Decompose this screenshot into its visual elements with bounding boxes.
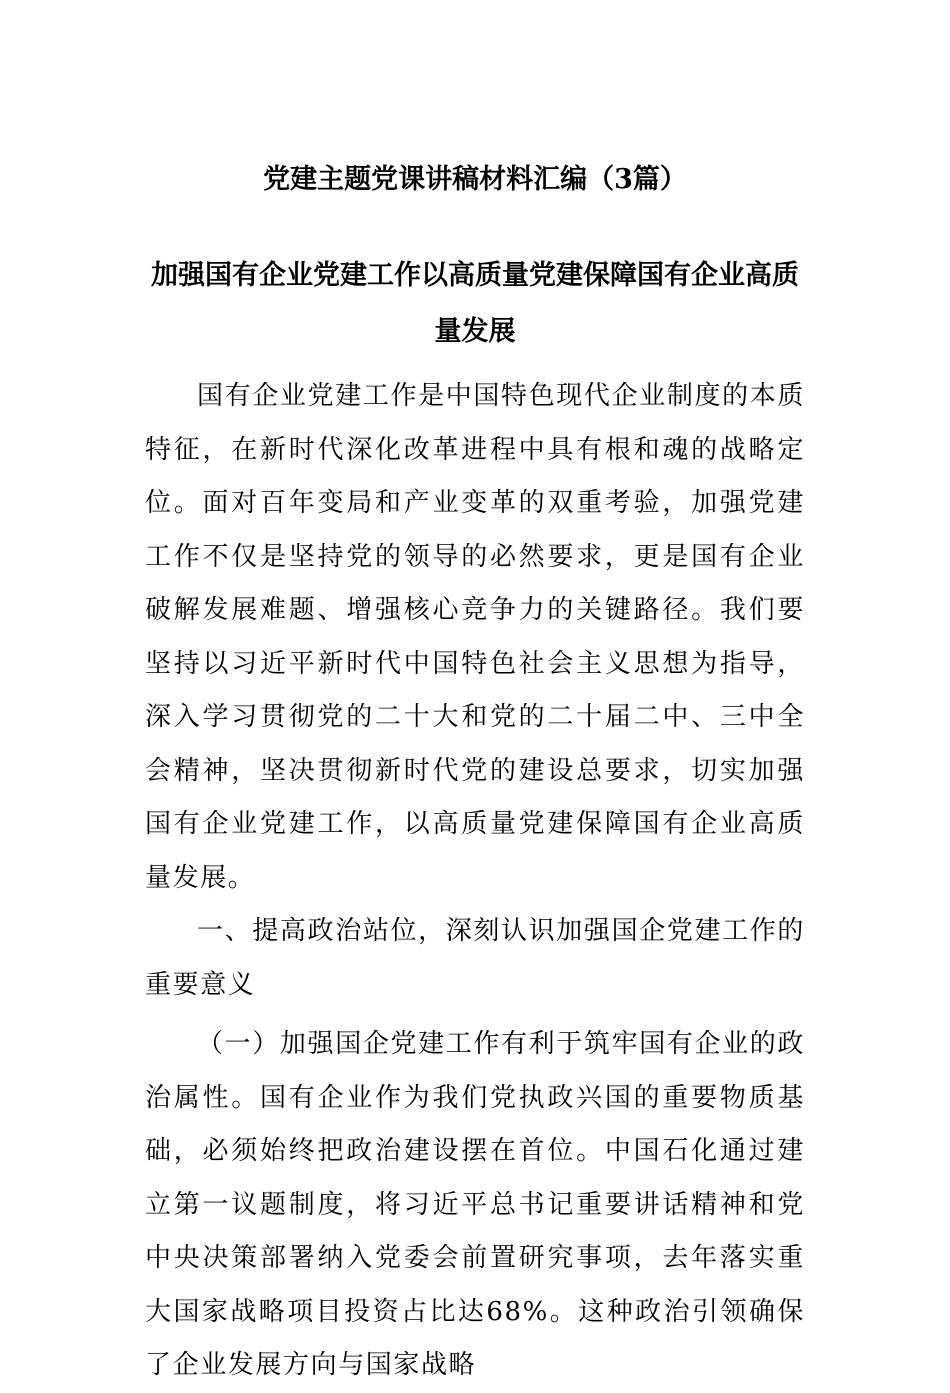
section-heading-1: 一、提高政治站位，深刻认识加强国企党建工作的重要意义 [145,916,805,1000]
document-title: 党建主题党课讲稿材料汇编（3篇） [263,164,687,195]
article-body [145,370,805,1393]
subsection-paragraph-1: （一）加强国企党建工作有利于筑牢国有企业的政治属性。国有企业作为我们党执政兴国的重要物质基础，必须始终把政治建设摆在首位。中国石化通过建立第一议题制度，将习近平总书记重要讲话精神和党中央决策部署纳入党委会前置研究事项，去年落实重大国家战略项目投资占比达68%。这种政治引领确保了企业发展方向与国家战略 [145,1029,805,1380]
intro-paragraph: 国有企业党建工作是中国特色现代企业制度的本质特征，在新时代深化改革进程中具有根和魂的战略定位。面对百年变局和产业变革的双重考验，加强党建工作不仅是坚持党的领导的必然要求，更是国有企业破解发展难题、增强核心竞争力的关键路径。我们要坚持以习近平新时代中国特色社会主义思想为指导，深入学习贯彻党的二十大和党的二十届二中、三中全会精神，坚决贯彻新时代党的建设总要求，切实加强国有企业党建工作，以高质量党建保障国有企业高质量发展。 [145,381,805,893]
article-title: 加强国有企业党建工作以高质量党建保障国有企业高质量发展 [151,260,799,347]
